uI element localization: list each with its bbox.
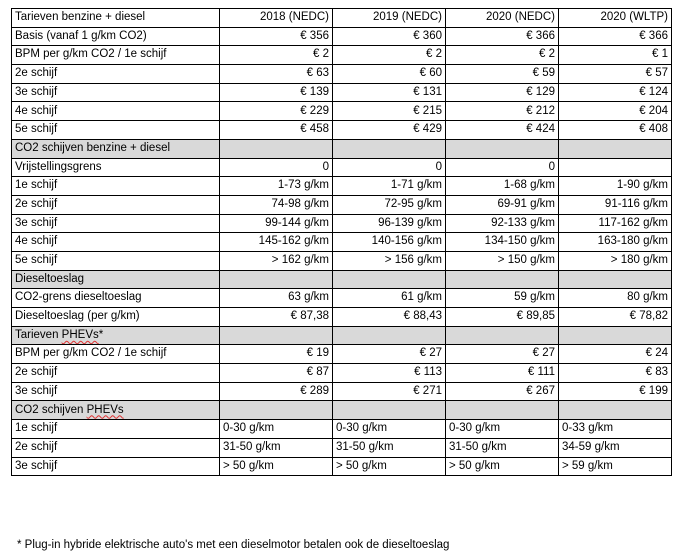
table-cell: 99-144 g/km bbox=[220, 214, 333, 233]
table-cell: > 162 g/km bbox=[220, 251, 333, 270]
table-cell: € 88,43 bbox=[333, 308, 446, 327]
section-title-empty-cell bbox=[220, 270, 333, 289]
table-cell: € 113 bbox=[333, 364, 446, 383]
table-row bbox=[12, 364, 672, 383]
table-cell: 145-162 g/km bbox=[220, 233, 333, 252]
table-cell: € 215 bbox=[333, 102, 446, 121]
row-label: BPM per g/km CO2 / 1e schijf bbox=[12, 345, 220, 364]
table-cell: 31-50 g/km bbox=[220, 438, 333, 457]
table-cell: € 212 bbox=[446, 102, 559, 121]
table-cell: € 27 bbox=[446, 345, 559, 364]
table-cell: € 57 bbox=[559, 65, 672, 84]
table-cell: 0-30 g/km bbox=[446, 420, 559, 439]
table-cell bbox=[559, 158, 672, 177]
table-cell: € 1 bbox=[559, 46, 672, 65]
row-label: 2e schijf bbox=[12, 65, 220, 84]
table-cell: 31-50 g/km bbox=[333, 438, 446, 457]
table-row bbox=[12, 251, 672, 270]
table-cell: 80 g/km bbox=[559, 289, 672, 308]
table-cell: € 124 bbox=[559, 83, 672, 102]
table-cell: € 424 bbox=[446, 121, 559, 140]
row-label: 5e schijf bbox=[12, 121, 220, 140]
section-title-empty-cell bbox=[220, 326, 333, 345]
row-label: Basis (vanaf 1 g/km CO2) bbox=[12, 27, 220, 46]
table-row bbox=[12, 195, 672, 214]
table-cell: 91-116 g/km bbox=[559, 195, 672, 214]
section-title-empty-cell bbox=[559, 401, 672, 420]
section-title-empty-cell bbox=[333, 326, 446, 345]
table-cell: € 139 bbox=[220, 83, 333, 102]
table-row bbox=[12, 214, 672, 233]
table-row bbox=[12, 158, 672, 177]
row-label: 2e schijf bbox=[12, 364, 220, 383]
table-cell: € 366 bbox=[446, 27, 559, 46]
table-cell: 59 g/km bbox=[446, 289, 559, 308]
table-cell: € 2 bbox=[333, 46, 446, 65]
table-cell: > 59 g/km bbox=[559, 457, 672, 476]
section-title-empty-cell bbox=[220, 401, 333, 420]
table-cell: 1-68 g/km bbox=[446, 177, 559, 196]
table-cell: € 229 bbox=[220, 102, 333, 121]
table-row bbox=[12, 177, 672, 196]
section-title-empty-cell bbox=[333, 139, 446, 158]
section-title-empty-cell bbox=[333, 270, 446, 289]
bpm-rates-table bbox=[11, 8, 672, 476]
table-cell: € 356 bbox=[220, 27, 333, 46]
table-row bbox=[12, 46, 672, 65]
table-cell: 0-30 g/km bbox=[333, 420, 446, 439]
section-title-row bbox=[12, 139, 672, 158]
table-cell: € 87 bbox=[220, 364, 333, 383]
table-cell: 1-90 g/km bbox=[559, 177, 672, 196]
table-cell: € 131 bbox=[333, 83, 446, 102]
table-cell: € 129 bbox=[446, 83, 559, 102]
table-cell: 163-180 g/km bbox=[559, 233, 672, 252]
table-cell: 74-98 g/km bbox=[220, 195, 333, 214]
row-label: 5e schijf bbox=[12, 251, 220, 270]
table-row bbox=[12, 308, 672, 327]
table-cell: € 204 bbox=[559, 102, 672, 121]
table-cell: 34-59 g/km bbox=[559, 438, 672, 457]
table-cell: € 60 bbox=[333, 65, 446, 84]
table-cell: € 19 bbox=[220, 345, 333, 364]
row-label: CO2-grens dieseltoeslag bbox=[12, 289, 220, 308]
table-cell: € 2 bbox=[446, 46, 559, 65]
table-cell: € 267 bbox=[446, 382, 559, 401]
table-cell: 140-156 g/km bbox=[333, 233, 446, 252]
table-cell: 63 g/km bbox=[220, 289, 333, 308]
table-cell: € 83 bbox=[559, 364, 672, 383]
row-label: 3e schijf bbox=[12, 214, 220, 233]
table-cell: € 289 bbox=[220, 382, 333, 401]
row-label: 2e schijf bbox=[12, 438, 220, 457]
section-title-empty-cell bbox=[446, 401, 559, 420]
row-label: 4e schijf bbox=[12, 102, 220, 121]
section-title-row bbox=[12, 326, 672, 345]
section-title-empty-cell bbox=[446, 326, 559, 345]
table-row bbox=[12, 27, 672, 46]
table-row bbox=[12, 420, 672, 439]
table-cell: € 27 bbox=[333, 345, 446, 364]
table-cell: 117-162 g/km bbox=[559, 214, 672, 233]
table-row bbox=[12, 289, 672, 308]
table-row bbox=[12, 382, 672, 401]
table-cell: € 458 bbox=[220, 121, 333, 140]
table-cell: > 50 g/km bbox=[333, 457, 446, 476]
table-cell: € 429 bbox=[333, 121, 446, 140]
table-cell: 61 g/km bbox=[333, 289, 446, 308]
table-cell: 0 bbox=[446, 158, 559, 177]
section-title-empty-cell bbox=[559, 139, 672, 158]
table-cell: > 50 g/km bbox=[220, 457, 333, 476]
table-cell: > 50 g/km bbox=[446, 457, 559, 476]
table-row bbox=[12, 345, 672, 364]
table-row bbox=[12, 102, 672, 121]
table-cell: > 180 g/km bbox=[559, 251, 672, 270]
section-title: CO2 schijven benzine + diesel bbox=[12, 139, 220, 158]
table-cell: 92-133 g/km bbox=[446, 214, 559, 233]
table-row bbox=[12, 438, 672, 457]
footnote: * Plug-in hybride elektrische auto's met een dieselmotor betalen ook de dieseltoeslag bbox=[17, 539, 450, 551]
table-cell: 0-33 g/km bbox=[559, 420, 672, 439]
row-label: 3e schijf bbox=[12, 457, 220, 476]
row-label: 4e schijf bbox=[12, 233, 220, 252]
table-cell: 72-95 g/km bbox=[333, 195, 446, 214]
table-cell: € 89,85 bbox=[446, 308, 559, 327]
table-cell: € 271 bbox=[333, 382, 446, 401]
row-label: 3e schijf bbox=[12, 83, 220, 102]
table-cell: € 63 bbox=[220, 65, 333, 84]
section-title-row bbox=[12, 401, 672, 420]
section-title-empty-cell bbox=[446, 270, 559, 289]
table-cell: 0 bbox=[220, 158, 333, 177]
table-cell: € 199 bbox=[559, 382, 672, 401]
table-cell: 2019 (NEDC) bbox=[333, 9, 446, 28]
table-cell: 2018 (NEDC) bbox=[220, 9, 333, 28]
table-cell: € 24 bbox=[559, 345, 672, 364]
table-cell: € 111 bbox=[446, 364, 559, 383]
row-label: Tarieven benzine + diesel bbox=[12, 9, 220, 28]
table-cell: 96-139 g/km bbox=[333, 214, 446, 233]
table-cell: € 360 bbox=[333, 27, 446, 46]
table-cell: 2020 (NEDC) bbox=[446, 9, 559, 28]
table-cell: 2020 (WLTP) bbox=[559, 9, 672, 28]
row-label: BPM per g/km CO2 / 1e schijf bbox=[12, 46, 220, 65]
section-title-empty-cell bbox=[446, 139, 559, 158]
section-title-empty-cell bbox=[559, 326, 672, 345]
section-title: Dieseltoeslag bbox=[12, 270, 220, 289]
bpm-rates-table-body bbox=[12, 9, 672, 476]
row-label: 1e schijf bbox=[12, 177, 220, 196]
section-title-empty-cell bbox=[220, 139, 333, 158]
row-label: 3e schijf bbox=[12, 382, 220, 401]
table-cell: 1-71 g/km bbox=[333, 177, 446, 196]
table-row bbox=[12, 65, 672, 84]
table-cell: 1-73 g/km bbox=[220, 177, 333, 196]
section-title: CO2 schijven PHEVs bbox=[12, 401, 220, 420]
table-cell: 0-30 g/km bbox=[220, 420, 333, 439]
table-row bbox=[12, 83, 672, 102]
section-title: Tarieven PHEVs* bbox=[12, 326, 220, 345]
table-row bbox=[12, 121, 672, 140]
header-row bbox=[12, 9, 672, 28]
row-label: 2e schijf bbox=[12, 195, 220, 214]
table-cell: € 408 bbox=[559, 121, 672, 140]
table-cell: 31-50 g/km bbox=[446, 438, 559, 457]
section-title-empty-cell bbox=[559, 270, 672, 289]
section-title-empty-cell bbox=[333, 401, 446, 420]
table-row bbox=[12, 233, 672, 252]
row-label: Dieseltoeslag (per g/km) bbox=[12, 308, 220, 327]
section-title-row bbox=[12, 270, 672, 289]
table-row bbox=[12, 457, 672, 476]
table-cell: 69-91 g/km bbox=[446, 195, 559, 214]
table-cell: > 156 g/km bbox=[333, 251, 446, 270]
table-cell: 0 bbox=[333, 158, 446, 177]
table-cell: € 87,38 bbox=[220, 308, 333, 327]
table-cell: > 150 g/km bbox=[446, 251, 559, 270]
table-cell: € 78,82 bbox=[559, 308, 672, 327]
table-cell: € 2 bbox=[220, 46, 333, 65]
table-cell: 134-150 g/km bbox=[446, 233, 559, 252]
row-label: 1e schijf bbox=[12, 420, 220, 439]
table-cell: € 59 bbox=[446, 65, 559, 84]
row-label: Vrijstellingsgrens bbox=[12, 158, 220, 177]
table-cell: € 366 bbox=[559, 27, 672, 46]
